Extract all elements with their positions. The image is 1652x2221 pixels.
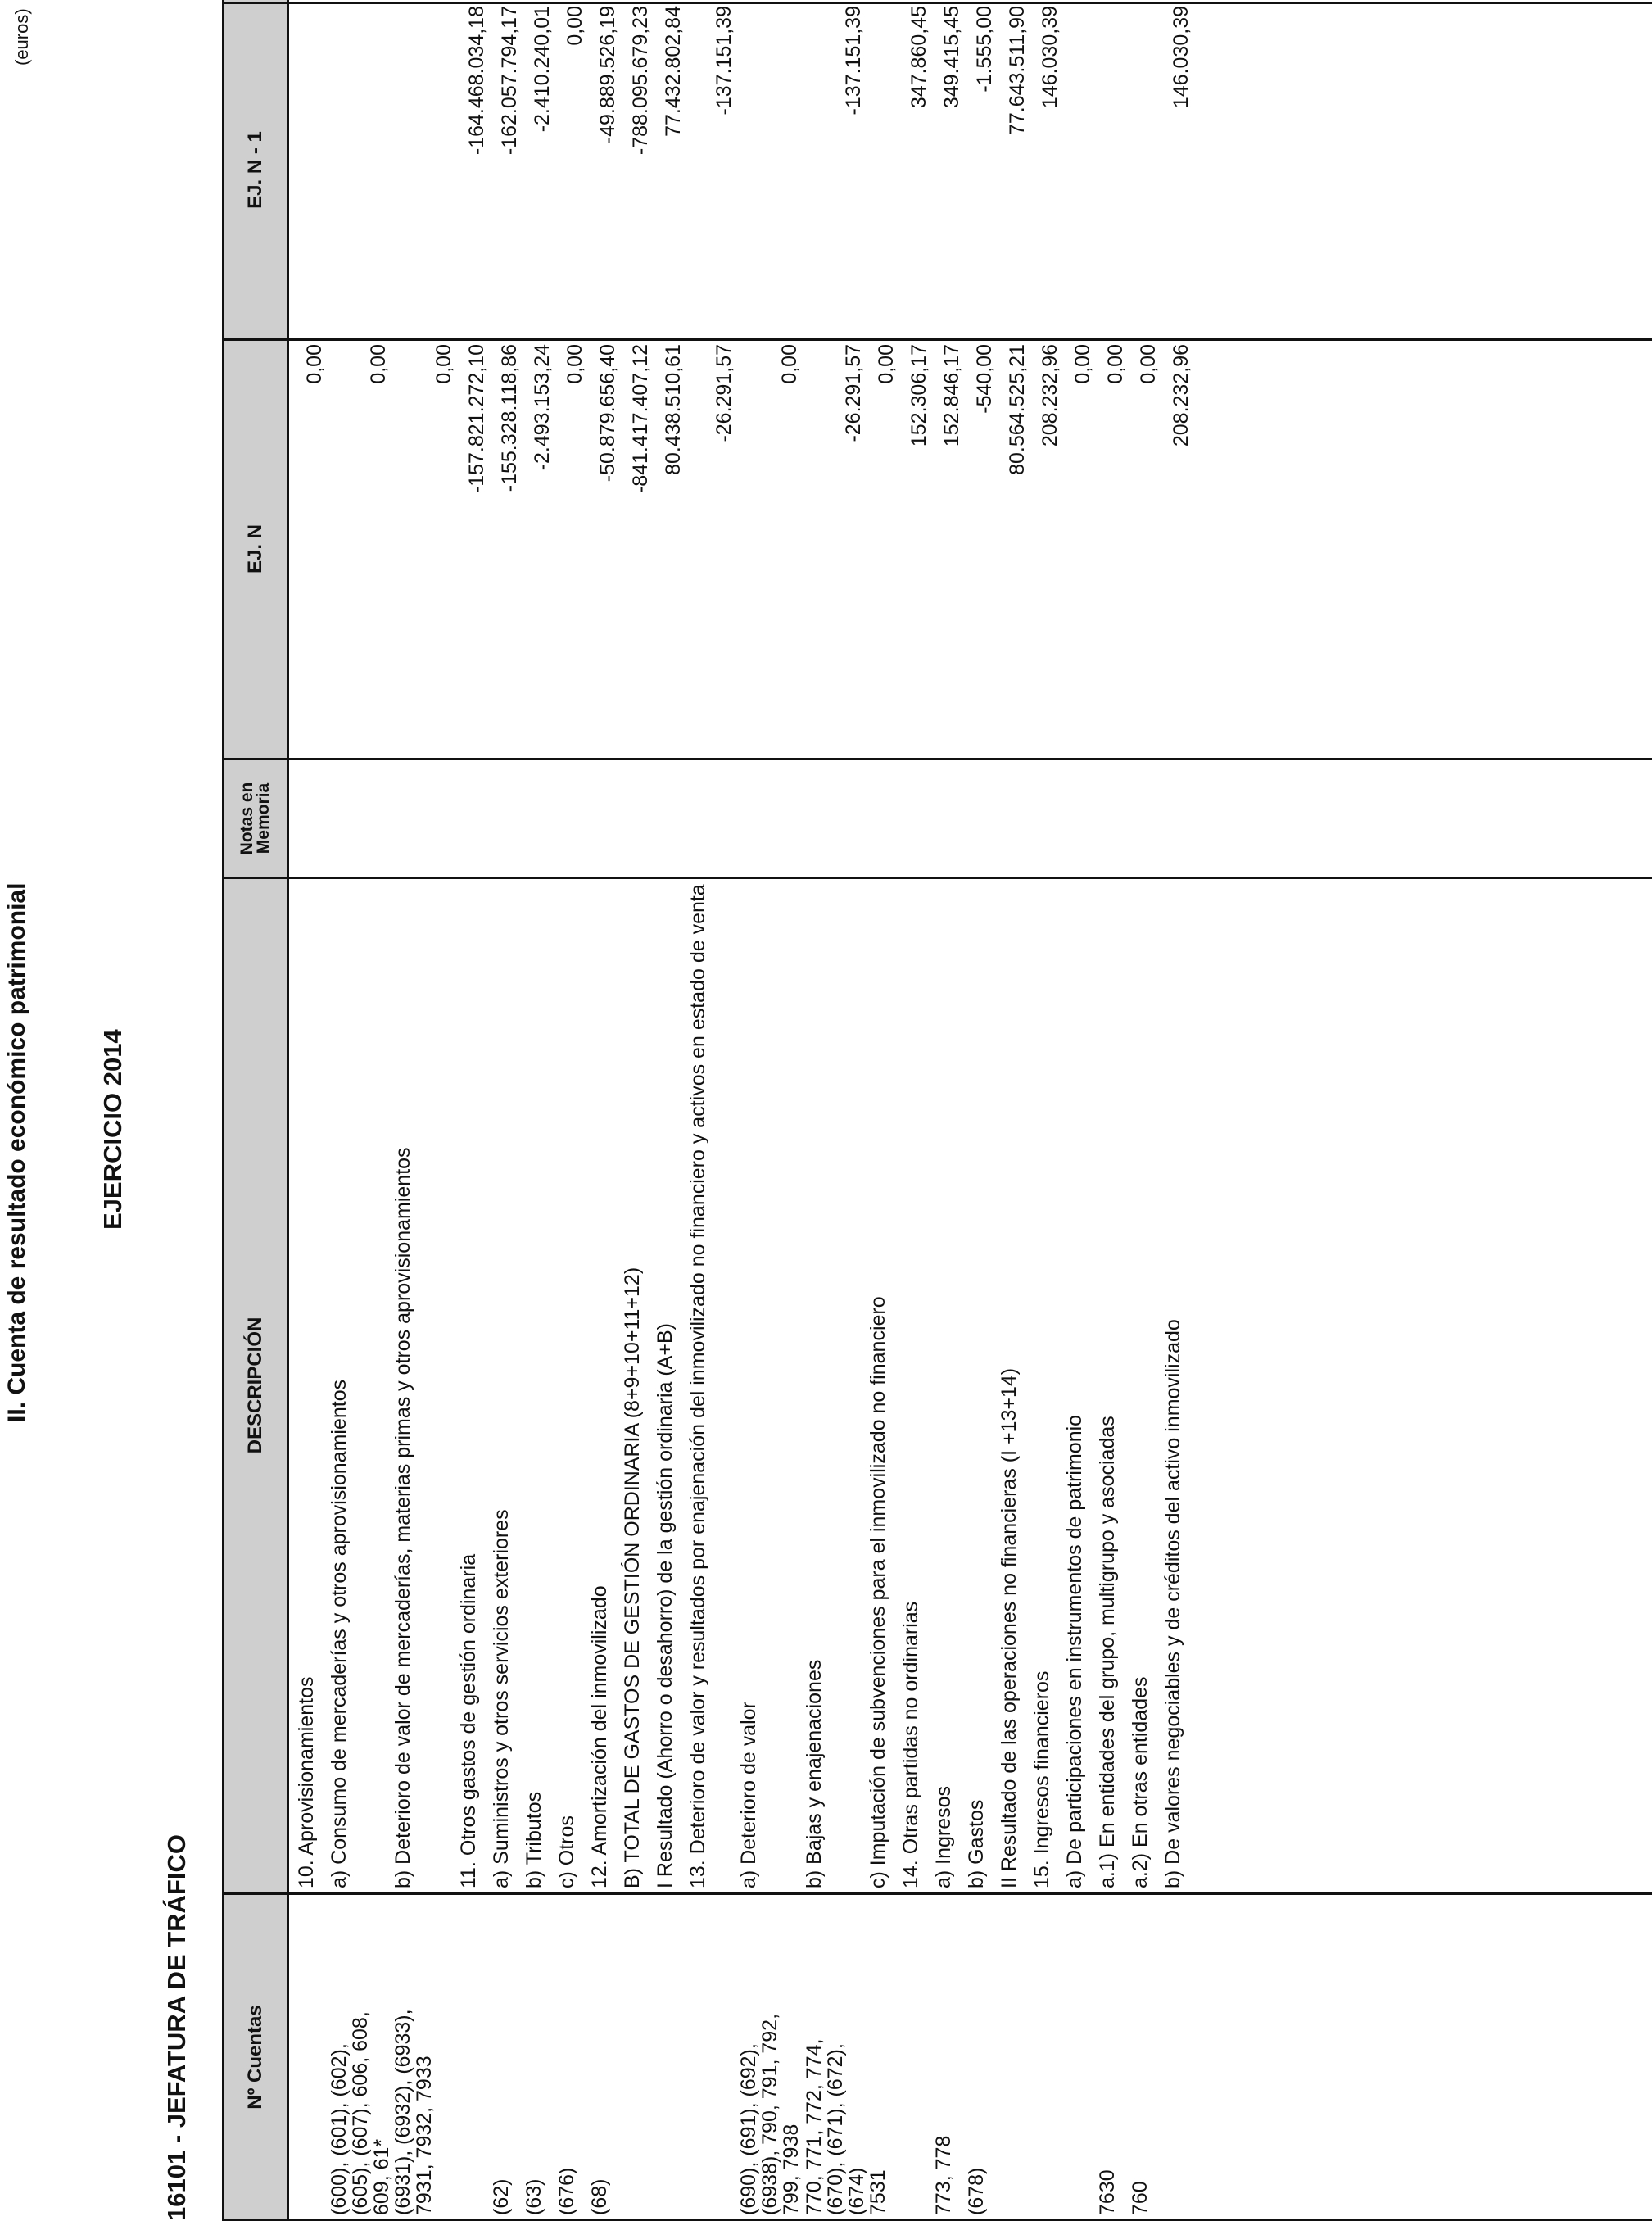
col-header-previous: EJ. N - 1	[244, 131, 266, 209]
col-header-description: DESCRIPCIÓN	[244, 1317, 266, 1454]
row-description: 12. Amortización del inmovilizado	[588, 1585, 611, 1888]
table-row	[998, 0, 1031, 2221]
row-description: c) Otros	[555, 1815, 578, 1888]
row-description: b) De valores negociables y de créditos del activo inmovilizado	[1161, 1319, 1184, 1888]
table-row	[296, 0, 328, 2221]
column-divider	[222, 338, 1652, 341]
table-row	[738, 0, 803, 2221]
row-description: a) Consumo de mercaderías y otros aprovisionamientos	[328, 1379, 351, 1888]
row-description: b) Gastos	[965, 1799, 988, 1888]
column-divider	[222, 758, 1652, 760]
current-year-value: -26.291,57	[713, 344, 735, 442]
table-body	[289, 0, 1652, 2221]
column-divider	[222, 877, 1652, 879]
current-year-value: 0,00	[1071, 344, 1094, 384]
current-year-value: -540,00	[973, 344, 996, 414]
current-year-value: -157.821.272,10	[465, 344, 488, 494]
current-year-value: 208.232,96	[1170, 344, 1193, 447]
account-codes: (678)	[965, 2167, 988, 2215]
fiscal-year: EJERCICIO 2014	[98, 1029, 127, 1230]
table-row	[687, 0, 738, 2221]
current-year-value: 152.846,17	[940, 344, 963, 447]
table-row	[966, 0, 998, 2221]
row-description: II Resultado de las operaciones no financieras (I +13+14)	[998, 1367, 1021, 1888]
table-row	[1129, 0, 1162, 2221]
entity-name: 16101 - JEFATURA DE TRÁFICO	[162, 1834, 191, 2221]
row-description: 11. Otros gastos de gestión ordinaria	[457, 1553, 480, 1888]
current-year-value: 0,00	[1104, 344, 1127, 384]
previous-year-value: -1.555,00	[973, 6, 996, 93]
table-row	[328, 0, 392, 2221]
table-row	[556, 0, 589, 2221]
previous-year-value: -137.151,39	[842, 6, 865, 116]
account-codes: (63)	[523, 2178, 545, 2215]
table-row	[867, 0, 900, 2221]
previous-year-value: 146.030,39	[1170, 6, 1193, 109]
current-year-value: 0,00	[875, 344, 898, 384]
row-description: 13. Deterioro de valor y resultados por enajenación del inmovilizado no financiero y activos en estado de venta	[686, 884, 709, 1888]
current-year-value: 80.564.525,21	[1006, 344, 1029, 475]
col-header-notes: Notas en Memoria	[238, 782, 273, 855]
row-description: I Resultado (Ahorro o desahorro) de la gestión ordinaria (A+B)	[654, 1323, 677, 1888]
account-codes: (6931), (6932), (6933), 7931, 7932, 7933	[392, 2009, 436, 2215]
row-description: a) Deterioro de valor	[737, 1702, 760, 1888]
table-row	[1097, 0, 1129, 2221]
previous-year-value: -2.410.240,01	[531, 6, 554, 133]
table-row	[900, 0, 933, 2221]
previous-year-value: 146.030,39	[1039, 6, 1061, 109]
current-year-value: 152.306,17	[907, 344, 930, 447]
table-row	[1031, 0, 1064, 2221]
previous-year-value: 77.643.511,90	[1006, 6, 1029, 136]
row-description: 10. Aprovisionamientos	[295, 1676, 318, 1888]
account-codes: 7630	[1096, 2169, 1119, 2215]
previous-year-value: -788.095.679,23	[629, 6, 652, 156]
table-row	[803, 0, 867, 2221]
currency-units: (euros)	[11, 8, 32, 66]
account-codes: (600), (601), (602), (605), (607), 606, 608, 609, 61*	[328, 2011, 393, 2215]
table-header	[222, 0, 289, 2221]
table-row	[1064, 0, 1097, 2221]
table-row	[523, 0, 556, 2221]
row-description: b) Tributos	[523, 1791, 545, 1888]
current-year-value: -2.493.153,24	[531, 344, 554, 471]
previous-year-value: -137.151,39	[713, 6, 735, 116]
current-year-value: -841.417.407,12	[629, 344, 652, 494]
report-title: II. Cuenta de resultado económico patrimonial	[3, 882, 30, 1422]
current-year-value: -155.328.118,86	[498, 344, 521, 492]
table-row	[654, 0, 687, 2221]
current-year-value: 0,00	[303, 344, 326, 384]
account-codes: (676)	[555, 2167, 578, 2215]
row-description: a) De participaciones en instrumentos de patrimonio	[1063, 1414, 1086, 1888]
previous-year-value: -49.889.526,19	[596, 6, 619, 144]
row-description: a) Suministros y otros servicios exteriores	[490, 1509, 513, 1888]
current-year-value: 0,00	[778, 344, 801, 384]
col-header-current: EJ. N	[244, 524, 266, 574]
account-codes: 773, 778	[932, 2135, 955, 2215]
account-codes: 760	[1129, 2181, 1152, 2215]
table-border-right	[222, 2, 1652, 4]
account-codes: 770, 771, 772, 774, (670), (671), (672), (674)	[803, 2038, 868, 2215]
current-year-value: 0,00	[367, 344, 390, 384]
table-row	[622, 0, 654, 2221]
current-year-value: -26.291,57	[842, 344, 865, 442]
account-codes: 7531	[867, 2169, 889, 2215]
row-description: a.1) En entidades del grupo, multigrupo y asociadas	[1096, 1416, 1119, 1888]
previous-year-value: -162.057.794,17	[498, 6, 521, 156]
previous-year-value: 0,00	[563, 6, 586, 46]
table-row	[589, 0, 622, 2221]
account-codes: (690), (691), (692), (6938), 790, 791, 792, 799, 7938	[737, 2013, 803, 2215]
column-divider	[222, 1892, 1652, 1895]
previous-year-value: 77.432.802,84	[662, 6, 685, 137]
current-year-value: 0,00	[1137, 344, 1160, 384]
current-year-value: 208.232,96	[1039, 344, 1061, 447]
table-row	[458, 0, 491, 2221]
table-row	[1162, 0, 1195, 2221]
row-description: a) Ingresos	[932, 1785, 955, 1888]
table-row	[933, 0, 966, 2221]
row-description: b) Deterioro de valor de mercaderías, materias primas y otros aprovisionamientos	[392, 1147, 414, 1888]
row-description: b) Bajas y enajenaciones	[803, 1659, 826, 1888]
account-codes: (62)	[490, 2178, 513, 2215]
row-description: 14. Otras partidas no ordinarias	[899, 1601, 922, 1888]
previous-year-value: 347.860,45	[907, 6, 930, 109]
current-year-value: 80.438.510,61	[662, 344, 685, 475]
row-description: c) Imputación de subvenciones para el inmovilizado no financiero	[867, 1296, 889, 1888]
account-codes: (68)	[588, 2178, 611, 2215]
previous-year-value: 349.415,45	[940, 6, 963, 109]
row-description: a.2) En otras entidades	[1129, 1676, 1152, 1888]
row-description: 15. Ingresos financieros	[1030, 1670, 1053, 1888]
table-row	[491, 0, 523, 2221]
previous-year-value: -164.468.034,18	[465, 6, 488, 156]
current-year-value: -50.879.656,40	[596, 344, 619, 483]
table-row	[392, 0, 458, 2221]
current-year-value: 0,00	[432, 344, 455, 384]
col-header-accounts: Nº Cuentas	[244, 2005, 266, 2110]
current-year-value: 0,00	[563, 344, 586, 384]
row-description: B) TOTAL DE GASTOS DE GESTIÓN ORDINARIA (8+9+10+11+12)	[621, 1267, 644, 1888]
results-table	[222, 0, 1652, 2221]
